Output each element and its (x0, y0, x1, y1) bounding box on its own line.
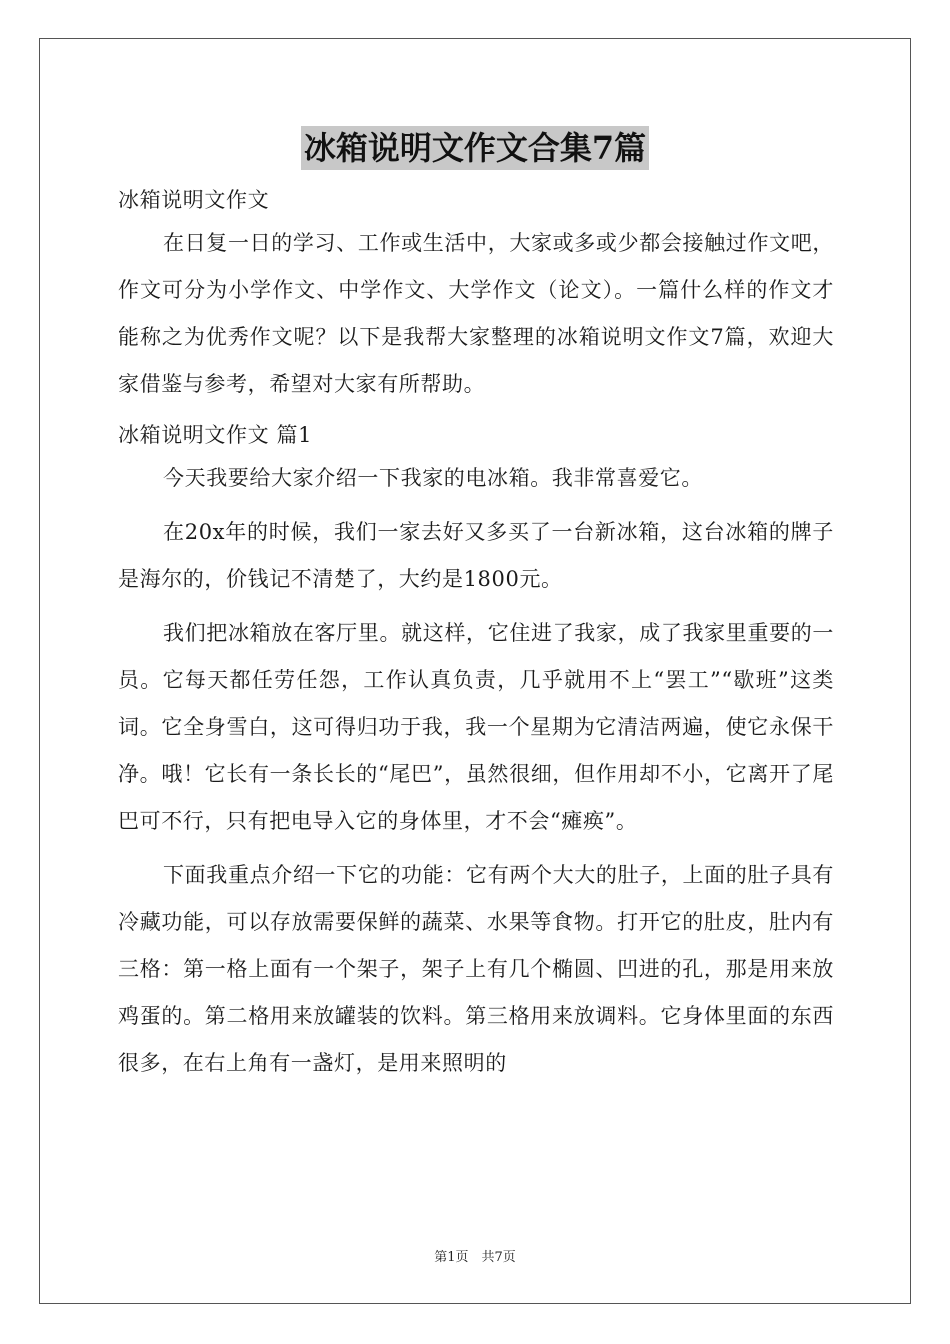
document-body (118, 180, 834, 1094)
article-heading: 冰箱说明文作文 篇1 (118, 423, 313, 447)
page-footer (0, 1246, 950, 1265)
article-paragraph-1: 今天我要给大家介绍一下我家的电冰箱。我非常喜爱它。 (163, 466, 703, 490)
page-number: 第1页 共7页 (434, 1250, 516, 1265)
article-paragraph-2: 在20x年的时候，我们一家去好又多买了一台新冰箱，这台冰箱的牌子是海尔的，价钱记不清楚了，大约是1800元。 (118, 520, 834, 591)
intro-paragraph: 在日复一日的学习、工作或生活中，大家或多或少都会接触过作文吧，作文可分为小学作文、中学作文、大学作文（论文）。一篇什么样的作文才能称之为优秀作文呢？以下是我帮大家整理的冰箱说明文作文7篇，欢迎大家借鉴与参考，希望对大家有所帮助。 (118, 231, 834, 396)
section-heading: 冰箱说明文作文 (118, 188, 270, 212)
document-title: 冰箱说明文作文合集7篇 (301, 126, 649, 170)
title-container (0, 126, 950, 170)
article-paragraph-4: 下面我重点介绍一下它的功能：它有两个大大的肚子，上面的肚子具有冷藏功能，可以存放需要保鲜的蔬菜、水果等食物。打开它的肚皮，肚内有三格：第一格上面有一个架子，架子上有几个椭圆、凹进的孔，那是用来放鸡蛋的。第二格用来放罐装的饮料。第三格用来放调料。它身体里面的东西很多，在右上角有一盏灯，是用来照明的 (118, 863, 834, 1075)
article-paragraph-3: 我们把冰箱放在客厅里。就这样，它住进了我家，成了我家里重要的一员。它每天都任劳任怨，工作认真负责，几乎就用不上“罢工”“歇班”这类词。它全身雪白，这可得归功于我，我一个星期为它清洁两遍，使它永保干净。哦！它长有一条长长的“尾巴”，虽然很细，但作用却不小，它离开了尾巴可不行，只有把电导入它的身体里，才不会“瘫痪”。 (118, 621, 834, 833)
